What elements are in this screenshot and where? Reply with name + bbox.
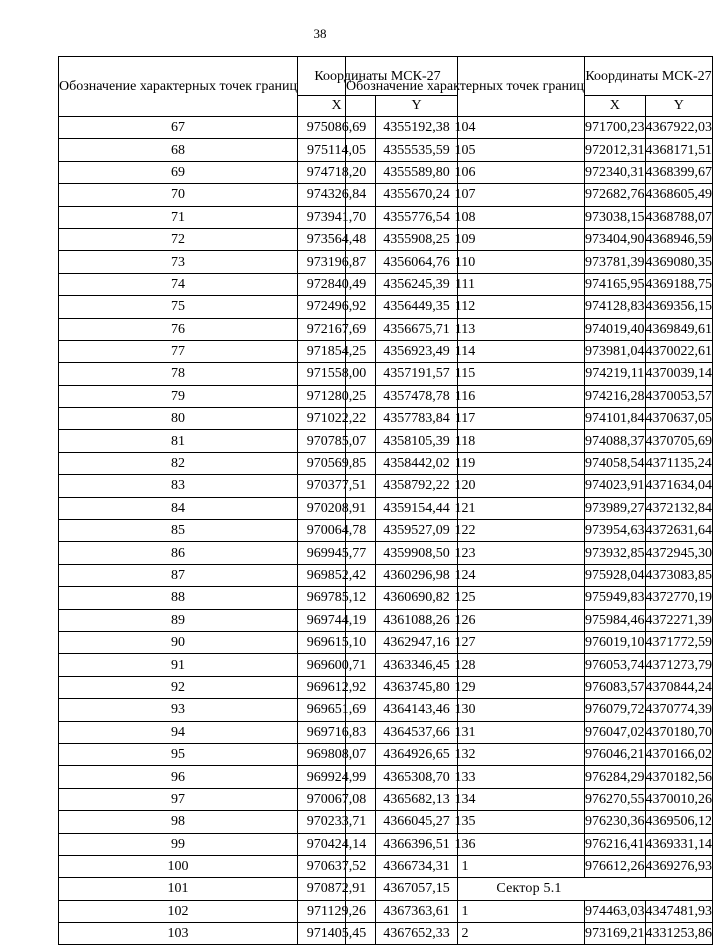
table-row (346, 228, 713, 250)
point-number-cell: 85 (59, 520, 298, 542)
x-coordinate-cell: 970067,08 (298, 788, 376, 810)
point-number-cell: 92 (59, 676, 298, 698)
x-header: X (585, 96, 646, 117)
point-number-cell: 127 (346, 631, 585, 653)
point-number-cell: 96 (59, 766, 298, 788)
y-coordinate-cell: 4369276,93 (645, 855, 713, 877)
y-coordinate-cell: 4371273,79 (645, 654, 713, 676)
x-coordinate-cell: 976230,36 (585, 811, 646, 833)
x-coordinate-cell: 975984,46 (585, 609, 646, 631)
x-coordinate-cell: 969716,83 (298, 721, 376, 743)
y-coordinate-cell: 4370637,05 (645, 408, 713, 430)
x-coordinate-cell: 972012,31 (585, 139, 646, 161)
point-number-cell: 108 (346, 206, 585, 228)
table-row (346, 654, 713, 676)
point-number-cell: 90 (59, 631, 298, 653)
table-row (346, 587, 713, 609)
table-row (346, 206, 713, 228)
x-coordinate-cell: 969785,12 (298, 587, 376, 609)
table-row (346, 184, 713, 206)
y-coordinate-cell: 4358442,02 (376, 452, 458, 474)
point-number-cell: 104 (346, 117, 585, 139)
y-coordinate-cell: 4355908,25 (376, 228, 458, 250)
point-number-cell: 100 (59, 855, 298, 877)
y-coordinate-cell: 4367057,15 (376, 878, 458, 900)
y-coordinate-cell: 4372631,64 (645, 520, 713, 542)
x-coordinate-cell: 969852,42 (298, 564, 376, 586)
x-coordinate-cell: 972340,31 (585, 161, 646, 183)
point-number-cell: 68 (59, 139, 298, 161)
table-row (346, 296, 713, 318)
x-coordinate-cell: 974326,84 (298, 184, 376, 206)
point-designation-header: Обозначение характерных точек границ (346, 57, 585, 117)
table-row (346, 475, 713, 497)
point-number-cell: 105 (346, 139, 585, 161)
x-coordinate-cell: 974023,91 (585, 475, 646, 497)
y-coordinate-cell: 4370022,61 (645, 340, 713, 362)
point-number-cell: 124 (346, 564, 585, 586)
table-row (346, 497, 713, 519)
y-coordinate-cell: 4369188,75 (645, 273, 713, 295)
point-number-cell: 84 (59, 497, 298, 519)
point-number-cell: 67 (59, 117, 298, 139)
x-coordinate-cell: 976047,02 (585, 721, 646, 743)
point-number-cell: 134 (346, 788, 585, 810)
x-coordinate-cell: 973404,90 (585, 228, 646, 250)
y-coordinate-cell: 4368399,67 (645, 161, 713, 183)
x-coordinate-cell: 976612,26 (585, 855, 646, 877)
y-coordinate-cell: 4364143,46 (376, 699, 458, 721)
x-coordinate-cell: 969651,69 (298, 699, 376, 721)
y-coordinate-cell: 4367363,61 (376, 900, 458, 922)
x-coordinate-cell: 969945,77 (298, 542, 376, 564)
x-coordinate-cell: 974165,95 (585, 273, 646, 295)
point-number-cell: 70 (59, 184, 298, 206)
table-row (346, 855, 713, 877)
table-row (346, 385, 713, 407)
table-row (346, 676, 713, 698)
y-coordinate-cell: 4372132,84 (645, 497, 713, 519)
y-coordinate-cell: 4364926,65 (376, 743, 458, 765)
point-number-cell: 115 (346, 363, 585, 385)
y-coordinate-cell: 4371772,59 (645, 631, 713, 653)
point-number-cell: 77 (59, 340, 298, 362)
x-coordinate-cell: 973981,04 (585, 340, 646, 362)
y-coordinate-cell: 4371135,24 (645, 452, 713, 474)
point-number-cell: 126 (346, 609, 585, 631)
x-coordinate-cell: 969808,07 (298, 743, 376, 765)
point-number-cell: 109 (346, 228, 585, 250)
point-number-cell: 97 (59, 788, 298, 810)
y-coordinate-cell: 4356064,76 (376, 251, 458, 273)
y-coordinate-cell: 4361088,26 (376, 609, 458, 631)
x-coordinate-cell: 974019,40 (585, 318, 646, 340)
x-coordinate-cell: 975114,05 (298, 139, 376, 161)
table-row (346, 923, 713, 945)
x-coordinate-cell: 972496,92 (298, 296, 376, 318)
point-number-cell: 74 (59, 273, 298, 295)
table-body-right (346, 117, 713, 945)
y-coordinate-cell: 4370180,70 (645, 721, 713, 743)
y-coordinate-cell: 4369080,35 (645, 251, 713, 273)
x-coordinate-cell: 975086,69 (298, 117, 376, 139)
point-number-cell: 1 (346, 900, 585, 922)
x-coordinate-cell: 971405,45 (298, 923, 376, 945)
point-number-cell: 128 (346, 654, 585, 676)
x-coordinate-cell: 970785,07 (298, 430, 376, 452)
x-coordinate-cell: 969924,99 (298, 766, 376, 788)
x-coordinate-cell: 974219,11 (585, 363, 646, 385)
point-number-cell: 119 (346, 452, 585, 474)
x-coordinate-cell: 973954,63 (585, 520, 646, 542)
table-row (346, 631, 713, 653)
y-coordinate-cell: 4370182,56 (645, 766, 713, 788)
point-number-cell: 132 (346, 743, 585, 765)
x-coordinate-cell: 976284,29 (585, 766, 646, 788)
table-row (346, 273, 713, 295)
y-coordinate-cell: 4355535,59 (376, 139, 458, 161)
y-coordinate-cell: 4366045,27 (376, 811, 458, 833)
point-number-cell: 123 (346, 542, 585, 564)
y-coordinate-cell: 4355670,24 (376, 184, 458, 206)
point-number-cell: 112 (346, 296, 585, 318)
x-coordinate-cell: 974088,37 (585, 430, 646, 452)
y-coordinate-cell: 4359154,44 (376, 497, 458, 519)
point-number-cell: 131 (346, 721, 585, 743)
table-row (346, 609, 713, 631)
point-number-cell: 86 (59, 542, 298, 564)
x-coordinate-cell: 970064,78 (298, 520, 376, 542)
x-coordinate-cell: 975949,83 (585, 587, 646, 609)
y-coordinate-cell: 4331253,86 (645, 923, 713, 945)
point-number-cell: 98 (59, 811, 298, 833)
table-row (346, 766, 713, 788)
x-coordinate-cell: 972167,69 (298, 318, 376, 340)
x-coordinate-cell: 970637,52 (298, 855, 376, 877)
y-coordinate-cell: 4358792,22 (376, 475, 458, 497)
y-coordinate-cell: 4368788,07 (645, 206, 713, 228)
table-row (346, 721, 713, 743)
x-coordinate-cell: 973038,15 (585, 206, 646, 228)
x-coordinate-cell: 976053,74 (585, 654, 646, 676)
x-coordinate-cell: 971700,23 (585, 117, 646, 139)
y-coordinate-cell: 4370705,69 (645, 430, 713, 452)
point-number-cell: 81 (59, 430, 298, 452)
x-coordinate-cell: 976270,55 (585, 788, 646, 810)
point-number-cell: 72 (59, 228, 298, 250)
x-coordinate-cell: 973941,70 (298, 206, 376, 228)
x-coordinate-cell: 969744,19 (298, 609, 376, 631)
y-coordinate-cell: 4359908,50 (376, 542, 458, 564)
y-coordinate-cell: 4368171,51 (645, 139, 713, 161)
point-number-cell: 91 (59, 654, 298, 676)
y-coordinate-cell: 4347481,93 (645, 900, 713, 922)
x-coordinate-cell: 969600,71 (298, 654, 376, 676)
x-coordinate-cell: 974463,03 (585, 900, 646, 922)
x-coordinate-cell: 976216,41 (585, 833, 646, 855)
x-coordinate-cell: 974058,54 (585, 452, 646, 474)
table-row (346, 833, 713, 855)
y-coordinate-cell: 4359527,09 (376, 520, 458, 542)
x-coordinate-cell: 969612,92 (298, 676, 376, 698)
table-row (346, 564, 713, 586)
x-coordinate-cell: 971280,25 (298, 385, 376, 407)
x-coordinate-cell: 976079,72 (585, 699, 646, 721)
y-coordinate-cell: 4363745,80 (376, 676, 458, 698)
table-row (346, 452, 713, 474)
table-row (346, 788, 713, 810)
point-number-cell: 71 (59, 206, 298, 228)
y-coordinate-cell: 4357478,78 (376, 385, 458, 407)
point-number-cell: 117 (346, 408, 585, 430)
y-coordinate-cell: 4369849,61 (645, 318, 713, 340)
point-number-cell: 118 (346, 430, 585, 452)
point-number-cell: 79 (59, 385, 298, 407)
y-coordinate-cell: 4355192,38 (376, 117, 458, 139)
point-number-cell: 111 (346, 273, 585, 295)
coordinates-header: Координаты МСК-27 (298, 57, 458, 96)
y-coordinate-cell: 4365308,70 (376, 766, 458, 788)
section-row (346, 878, 713, 900)
y-coordinate-cell: 4356675,71 (376, 318, 458, 340)
y-coordinate-cell: 4365682,13 (376, 788, 458, 810)
table-row (346, 363, 713, 385)
point-number-cell: 95 (59, 743, 298, 765)
point-number-cell: 80 (59, 408, 298, 430)
x-coordinate-cell: 969615,10 (298, 631, 376, 653)
x-coordinate-cell: 974216,28 (585, 385, 646, 407)
page-number: 38 (313, 26, 327, 41)
x-coordinate-cell: 975928,04 (585, 564, 646, 586)
x-coordinate-cell: 971854,25 (298, 340, 376, 362)
table-row (346, 251, 713, 273)
y-coordinate-cell: 4357783,84 (376, 408, 458, 430)
point-number-cell: 135 (346, 811, 585, 833)
y-coordinate-cell: 4371634,04 (645, 475, 713, 497)
y-coordinate-cell: 4370010,26 (645, 788, 713, 810)
point-number-cell: 1 (346, 855, 585, 877)
x-coordinate-cell: 976019,10 (585, 631, 646, 653)
x-coordinate-cell: 971129,26 (298, 900, 376, 922)
y-coordinate-cell: 4358105,39 (376, 430, 458, 452)
y-coordinate-cell: 4360296,98 (376, 564, 458, 586)
point-number-cell: 75 (59, 296, 298, 318)
y-coordinate-cell: 4355589,80 (376, 161, 458, 183)
x-coordinate-cell: 976046,21 (585, 743, 646, 765)
point-number-cell: 107 (346, 184, 585, 206)
y-coordinate-cell: 4372271,39 (645, 609, 713, 631)
point-number-cell: 113 (346, 318, 585, 340)
table-row (346, 743, 713, 765)
table-row (346, 520, 713, 542)
x-coordinate-cell: 973564,48 (298, 228, 376, 250)
y-coordinate-cell: 4355776,54 (376, 206, 458, 228)
y-coordinate-cell: 4367922,03 (645, 117, 713, 139)
point-number-cell: 99 (59, 833, 298, 855)
point-number-cell: 125 (346, 587, 585, 609)
point-number-cell: 116 (346, 385, 585, 407)
table-row (346, 340, 713, 362)
x-coordinate-cell: 972840,49 (298, 273, 376, 295)
point-number-cell: 102 (59, 900, 298, 922)
y-coordinate-cell: 4368946,59 (645, 228, 713, 250)
x-coordinate-cell: 970208,91 (298, 497, 376, 519)
table-row (346, 318, 713, 340)
table-row (346, 542, 713, 564)
x-coordinate-cell: 973932,85 (585, 542, 646, 564)
y-coordinate-cell: 4368605,49 (645, 184, 713, 206)
y-coordinate-cell: 4370844,24 (645, 676, 713, 698)
y-coordinate-cell: 4366396,51 (376, 833, 458, 855)
x-coordinate-cell: 973196,87 (298, 251, 376, 273)
point-designation-header: Обозначение характерных точек границ (59, 57, 298, 117)
y-coordinate-cell: 4367652,33 (376, 923, 458, 945)
y-coordinate-cell: 4370774,39 (645, 699, 713, 721)
y-header: Y (645, 96, 713, 117)
point-number-cell: 129 (346, 676, 585, 698)
x-coordinate-cell: 973169,21 (585, 923, 646, 945)
x-coordinate-cell: 974101,84 (585, 408, 646, 430)
table-row (346, 117, 713, 139)
x-coordinate-cell: 972682,76 (585, 184, 646, 206)
y-coordinate-cell: 4360690,82 (376, 587, 458, 609)
y-header: Y (376, 96, 458, 117)
y-coordinate-cell: 4356923,49 (376, 340, 458, 362)
x-coordinate-cell: 970233,71 (298, 811, 376, 833)
point-number-cell: 2 (346, 923, 585, 945)
point-number-cell: 89 (59, 609, 298, 631)
point-number-cell: 87 (59, 564, 298, 586)
x-coordinate-cell: 973989,27 (585, 497, 646, 519)
x-coordinate-cell: 976083,57 (585, 676, 646, 698)
y-coordinate-cell: 4356245,39 (376, 273, 458, 295)
point-number-cell: 114 (346, 340, 585, 362)
x-coordinate-cell: 970569,85 (298, 452, 376, 474)
y-coordinate-cell: 4370053,57 (645, 385, 713, 407)
section-label: Сектор 5.1 (346, 878, 713, 900)
x-coordinate-cell: 970377,51 (298, 475, 376, 497)
point-number-cell: 93 (59, 699, 298, 721)
coordinates-table-right (345, 56, 713, 945)
point-number-cell: 69 (59, 161, 298, 183)
y-coordinate-cell: 4363346,45 (376, 654, 458, 676)
x-coordinate-cell: 974128,83 (585, 296, 646, 318)
y-coordinate-cell: 4372770,19 (645, 587, 713, 609)
x-coordinate-cell: 974718,20 (298, 161, 376, 183)
y-coordinate-cell: 4370039,14 (645, 363, 713, 385)
point-number-cell: 120 (346, 475, 585, 497)
point-number-cell: 133 (346, 766, 585, 788)
table-row (346, 430, 713, 452)
table-row (346, 900, 713, 922)
y-coordinate-cell: 4364537,66 (376, 721, 458, 743)
x-coordinate-cell: 973781,39 (585, 251, 646, 273)
table-row (346, 139, 713, 161)
point-number-cell: 121 (346, 497, 585, 519)
coordinates-header: Координаты МСК-27 (585, 57, 713, 96)
y-coordinate-cell: 4369506,12 (645, 811, 713, 833)
y-coordinate-cell: 4370166,02 (645, 743, 713, 765)
point-number-cell: 82 (59, 452, 298, 474)
x-coordinate-cell: 971558,00 (298, 363, 376, 385)
point-number-cell: 103 (59, 923, 298, 945)
point-number-cell: 136 (346, 833, 585, 855)
x-coordinate-cell: 971022,22 (298, 408, 376, 430)
y-coordinate-cell: 4362947,16 (376, 631, 458, 653)
point-number-cell: 76 (59, 318, 298, 340)
point-number-cell: 101 (59, 878, 298, 900)
point-number-cell: 110 (346, 251, 585, 273)
point-number-cell: 78 (59, 363, 298, 385)
table-row (346, 811, 713, 833)
y-coordinate-cell: 4366734,31 (376, 855, 458, 877)
point-number-cell: 106 (346, 161, 585, 183)
y-coordinate-cell: 4369356,15 (645, 296, 713, 318)
y-coordinate-cell: 4372945,30 (645, 542, 713, 564)
point-number-cell: 130 (346, 699, 585, 721)
point-number-cell: 94 (59, 721, 298, 743)
point-number-cell: 73 (59, 251, 298, 273)
point-number-cell: 122 (346, 520, 585, 542)
x-coordinate-cell: 970872,91 (298, 878, 376, 900)
y-coordinate-cell: 4356449,35 (376, 296, 458, 318)
table-row (346, 408, 713, 430)
y-coordinate-cell: 4357191,57 (376, 363, 458, 385)
y-coordinate-cell: 4373083,85 (645, 564, 713, 586)
y-coordinate-cell: 4369331,14 (645, 833, 713, 855)
x-coordinate-cell: 970424,14 (298, 833, 376, 855)
point-number-cell: 83 (59, 475, 298, 497)
table-row (346, 161, 713, 183)
point-number-cell: 88 (59, 587, 298, 609)
x-header: X (298, 96, 376, 117)
table-row (346, 699, 713, 721)
